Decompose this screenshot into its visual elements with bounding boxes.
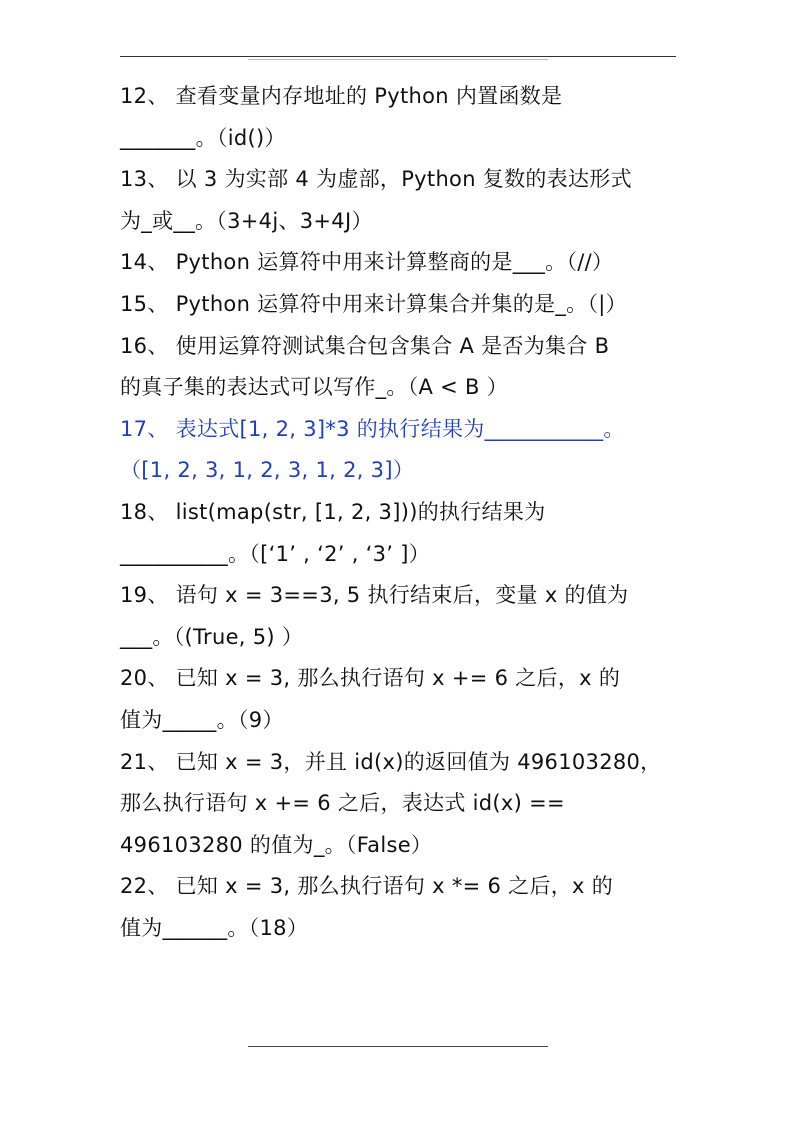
question-line: 值为______。（18） <box>120 915 309 940</box>
question-line: 18、 list(map(str, [1, 2, 3]))的执行结果为 <box>120 499 546 524</box>
question-line: 13、 以 3 为实部 4 为虚部，Python 复数的表达形式 <box>120 167 632 192</box>
question-line: 那么执行语句 x += 6 之后，表达式 id(x) == <box>120 791 565 816</box>
question-line: 20、 已知 x = 3, 那么执行语句 x += 6 之后，x 的 <box>120 666 621 691</box>
question-line: 496103280 的值为_。（False） <box>120 832 433 857</box>
question-22 <box>120 866 680 949</box>
question-20 <box>120 658 680 741</box>
question-14 <box>120 242 680 284</box>
question-19 <box>120 575 680 658</box>
question-line: __________。（[‘1’ , ‘2’ , ‘3’ ]） <box>120 541 431 566</box>
header-rule <box>120 56 676 57</box>
question-21 <box>120 742 680 867</box>
question-18 <box>120 492 680 575</box>
question-16 <box>120 326 680 409</box>
question-line: 17、 表达式[1, 2, 3]*3 的执行结果为___________。 <box>120 416 625 441</box>
question-line: _______。（id()） <box>120 125 286 150</box>
question-line: 22、 已知 x = 3, 那么执行语句 x *= 6 之后，x 的 <box>120 874 614 899</box>
footer-rule <box>248 1046 548 1047</box>
question-list <box>120 76 680 949</box>
question-line: 12、 查看变量内存地址的 Python 内置函数是 <box>120 84 563 108</box>
question-line: 为_或__。（3+4j、3+4J） <box>120 208 373 233</box>
question-line: 16、 使用运算符测试集合包含集合 A 是否为集合 B <box>120 333 610 358</box>
question-line: 21、 已知 x = 3，并且 id(x)的返回值为 496103280， <box>120 749 662 774</box>
question-line: 14、 Python 运算符中用来计算整商的是___。（//） <box>120 250 614 275</box>
question-line: 值为_____。（9） <box>120 707 284 732</box>
question-13 <box>120 159 680 242</box>
question-line: 的真子集的表达式可以写作_。（A < B ） <box>120 375 508 400</box>
header-rule-shadow <box>248 59 548 60</box>
question-15 <box>120 284 680 326</box>
question-17 <box>120 409 680 492</box>
question-line: （[1, 2, 3, 1, 2, 3, 1, 2, 3]） <box>120 458 415 483</box>
question-line: 15、 Python 运算符中用来计算集合并集的是_。（|） <box>120 291 627 316</box>
question-line: 19、 语句 x = 3==3, 5 执行结束后，变量 x 的值为 <box>120 583 629 608</box>
question-line: ___。（(True, 5) ） <box>120 624 304 649</box>
question-12 <box>120 76 680 159</box>
